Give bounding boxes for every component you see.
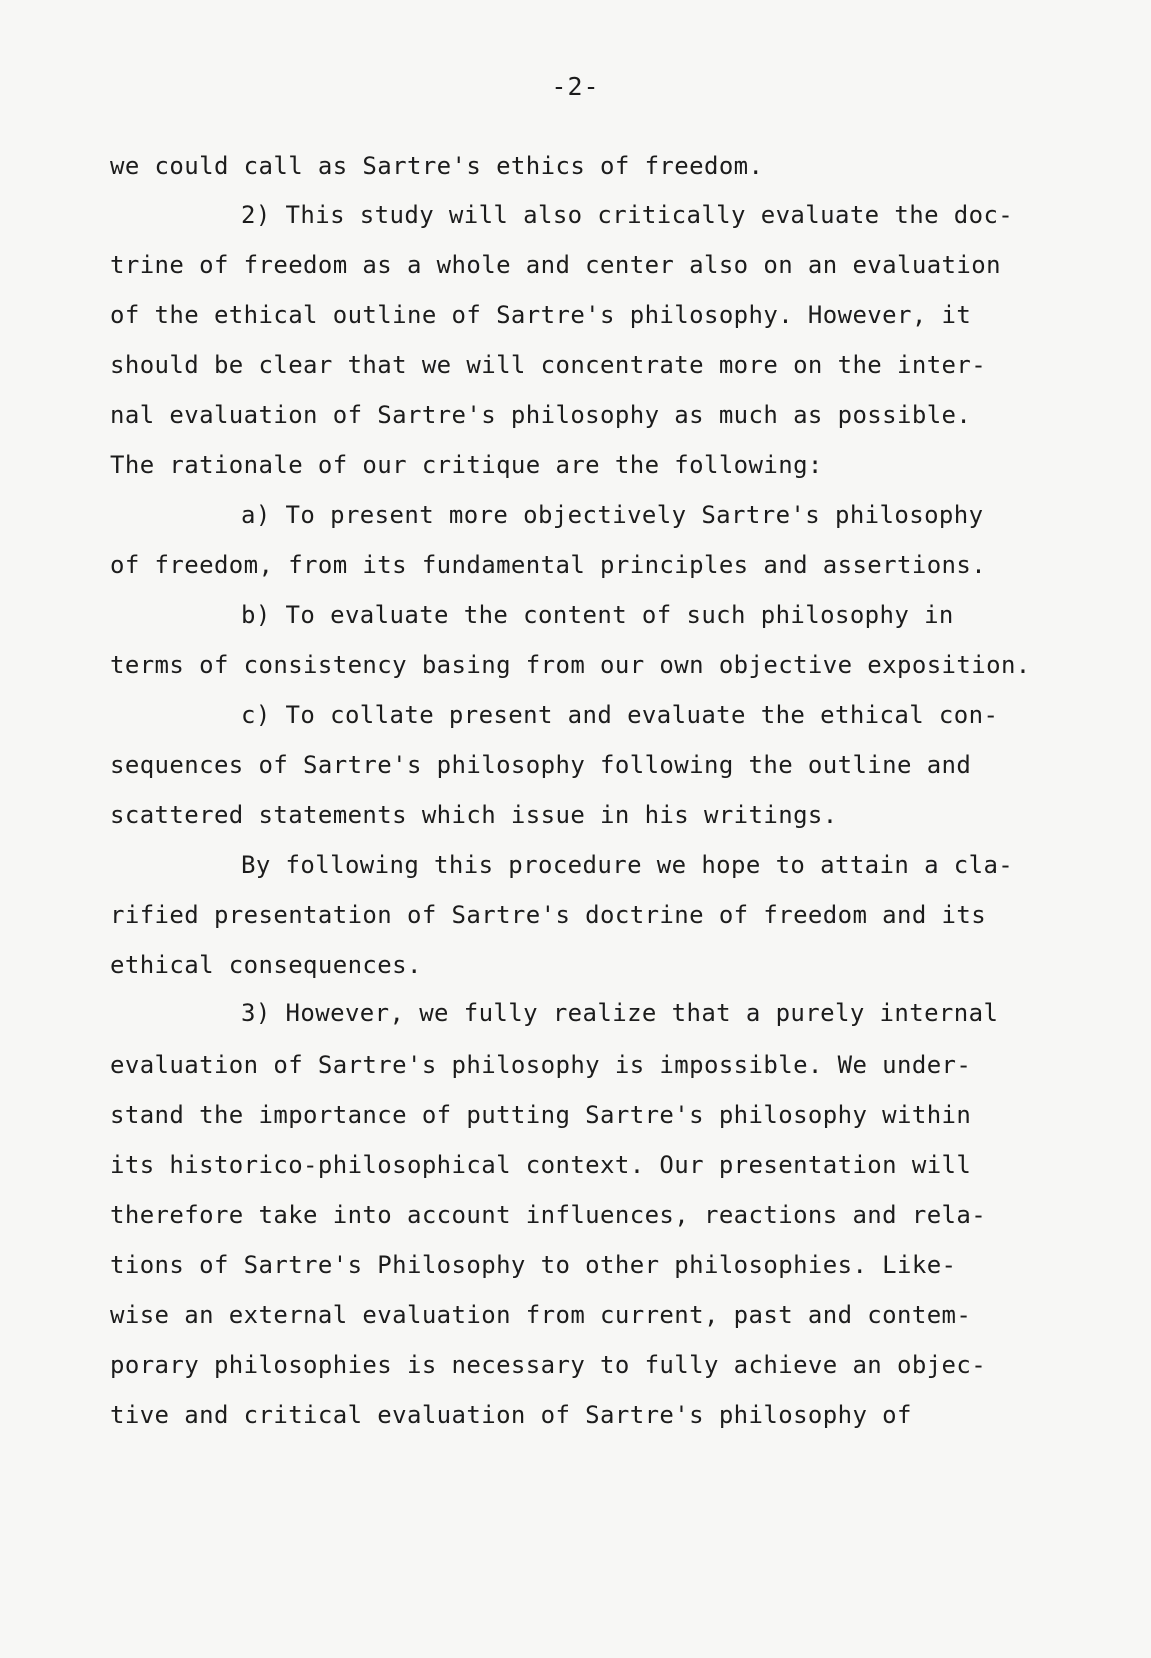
text-line: rified presentation of Sartre's doctrine of freedom and its bbox=[110, 901, 987, 929]
text-line: scattered statements which issue in his writings. bbox=[110, 801, 838, 829]
text-line: wise an external evaluation from current, past and contem- bbox=[110, 1301, 972, 1329]
text-line: evaluation of Sartre's philosophy is impossible. We under- bbox=[110, 1051, 972, 1079]
text-line: its historico-philosophical context. Our presentation will bbox=[110, 1151, 972, 1179]
text-line: a) To present more objectively Sartre's philosophy bbox=[241, 501, 984, 529]
text-line: b) To evaluate the content of such philosophy in bbox=[241, 601, 954, 629]
text-line: The rationale of our critique are the following: bbox=[110, 451, 823, 479]
text-line: tions of Sartre's Philosophy to other philosophies. Like- bbox=[110, 1251, 957, 1279]
text-line: trine of freedom as a whole and center also on an evaluation bbox=[110, 251, 1001, 279]
text-line: c) To collate present and evaluate the ethical con- bbox=[241, 701, 999, 729]
text-line: therefore take into account influences, reactions and rela- bbox=[110, 1201, 987, 1229]
text-line: 2) This study will also critically evaluate the doc- bbox=[241, 201, 1014, 229]
text-line: stand the importance of putting Sartre's philosophy within bbox=[110, 1101, 972, 1129]
text-line: of freedom, from its fundamental principles and assertions. bbox=[110, 551, 987, 579]
text-line: tive and critical evaluation of Sartre's philosophy of bbox=[110, 1401, 912, 1429]
text-line: of the ethical outline of Sartre's philosophy. However, it bbox=[110, 301, 972, 329]
text-line: ethical consequences. bbox=[110, 951, 422, 979]
text-line: nal evaluation of Sartre's philosophy as much as possible. bbox=[110, 401, 972, 429]
text-line: porary philosophies is necessary to fully achieve an objec- bbox=[110, 1351, 987, 1379]
text-line: sequences of Sartre's philosophy following the outline and bbox=[110, 751, 972, 779]
text-line: we could call as Sartre's ethics of freedom. bbox=[110, 152, 764, 180]
text-line: terms of consistency basing from our own objective exposition. bbox=[110, 651, 1031, 679]
page-number: -2- bbox=[551, 72, 600, 101]
text-line: should be clear that we will concentrate more on the inter- bbox=[110, 351, 987, 379]
text-line: By following this procedure we hope to attain a cla- bbox=[241, 851, 1014, 879]
text-line: 3) However, we fully realize that a purely internal bbox=[241, 999, 999, 1027]
